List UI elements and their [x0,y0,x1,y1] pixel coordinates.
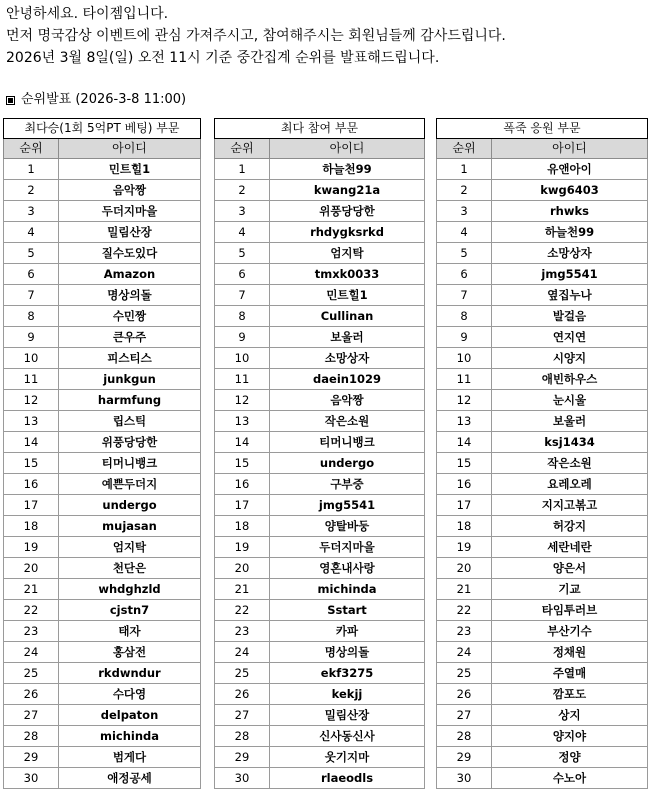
table-fireworks-cheer [436,118,648,789]
table-row [215,558,425,579]
table-row [215,243,425,264]
rank-cell: 4 [437,222,492,243]
rank-cell: 21 [4,579,59,600]
user-id-cell: Amazon [59,264,201,285]
user-id-cell: kwg6403 [492,180,648,201]
rank-cell: 25 [4,663,59,684]
rank-cell: 19 [4,537,59,558]
user-id-cell: 깜포도 [492,684,648,705]
rank-cell: 13 [4,411,59,432]
user-id-cell: ksj1434 [492,432,648,453]
column-header-rank: 순위 [4,139,59,159]
user-id-cell: 두더지마을 [59,201,201,222]
table-row [215,600,425,621]
table-row [4,348,201,369]
table-row [4,495,201,516]
user-id-cell: 신사동신사 [270,726,425,747]
table-row [437,348,648,369]
table-row [437,768,648,789]
rank-cell: 29 [215,747,270,768]
table-row [4,642,201,663]
table-row [4,663,201,684]
rank-cell: 19 [437,537,492,558]
rank-cell: 29 [437,747,492,768]
table-row [437,726,648,747]
user-id-cell: 두더지마을 [270,537,425,558]
table-row [437,600,648,621]
rank-cell: 11 [4,369,59,390]
table-row [215,390,425,411]
table-row [437,621,648,642]
table-row [4,558,201,579]
table-row [215,495,425,516]
user-id-cell: 민트힐1 [59,159,201,180]
rank-cell: 19 [215,537,270,558]
rank-cell: 9 [437,327,492,348]
user-id-cell: 영혼내사랑 [270,558,425,579]
table-row [4,537,201,558]
user-id-cell: kekjj [270,684,425,705]
rank-cell: 18 [4,516,59,537]
rank-cell: 6 [4,264,59,285]
rank-cell: 29 [4,747,59,768]
user-id-cell: 유앤아이 [492,159,648,180]
user-id-cell: 하늘천99 [270,159,425,180]
rank-cell: 30 [215,768,270,789]
rank-cell: 17 [437,495,492,516]
user-id-cell: 정채원 [492,642,648,663]
rank-cell: 27 [215,705,270,726]
user-id-cell: 허강지 [492,516,648,537]
user-id-cell: 홍삼전 [59,642,201,663]
user-id-cell: 세란네란 [492,537,648,558]
user-id-cell: 명상의돌 [270,642,425,663]
intro-line-3: 2026년 3월 8일(일) 오전 11시 기준 중간집계 순위를 발표해드립니다. [6,50,440,66]
intro-line-2: 먼저 명국감상 이벤트에 관심 가져주시고, 참여해주시는 회원님들께 감사드립니다. [6,28,506,44]
table-row [215,453,425,474]
table-row [4,747,201,768]
user-id-cell: 음악짱 [270,390,425,411]
rank-cell: 2 [215,180,270,201]
rank-cell: 21 [215,579,270,600]
table-row [437,159,648,180]
rank-cell: 10 [215,348,270,369]
table-title: 최다승(1회 5억PT 베팅) 부문 [4,119,201,139]
rank-cell: 28 [437,726,492,747]
table-row [215,684,425,705]
table-row [437,558,648,579]
rank-cell: 15 [215,453,270,474]
user-id-cell: 립스틱 [59,411,201,432]
table-row [4,768,201,789]
table-row [437,684,648,705]
table-row [215,327,425,348]
table-row [437,201,648,222]
rank-cell: 9 [4,327,59,348]
table-row [4,390,201,411]
rank-cell: 24 [437,642,492,663]
user-id-cell: 보울러 [270,327,425,348]
user-id-cell: delpaton [59,705,201,726]
rank-cell: 15 [4,453,59,474]
table-row [4,285,201,306]
rank-cell: 7 [437,285,492,306]
rank-cell: 3 [437,201,492,222]
rank-cell: 1 [215,159,270,180]
user-id-cell: 위풍당당한 [59,432,201,453]
user-id-cell: 소망상자 [270,348,425,369]
column-header-id: 아이디 [59,139,201,159]
user-id-cell: Cullinan [270,306,425,327]
user-id-cell: 상지 [492,705,648,726]
table-row [4,264,201,285]
user-id-cell: 애빈하우스 [492,369,648,390]
rank-cell: 24 [4,642,59,663]
rank-cell: 23 [437,621,492,642]
table-row [4,432,201,453]
rank-cell: 14 [4,432,59,453]
table-row [215,264,425,285]
table-row [437,243,648,264]
table-title: 폭죽 응원 부문 [437,119,648,139]
user-id-cell: rhwks [492,201,648,222]
user-id-cell: 범게다 [59,747,201,768]
rank-cell: 16 [4,474,59,495]
column-header-id: 아이디 [492,139,648,159]
rank-cell: 13 [437,411,492,432]
user-id-cell: 질수도있다 [59,243,201,264]
rank-cell: 17 [4,495,59,516]
rank-cell: 15 [437,453,492,474]
user-id-cell: 위풍당당한 [270,201,425,222]
user-id-cell: 웃기지마 [270,747,425,768]
user-id-cell: 양탈바둥 [270,516,425,537]
table-row [4,579,201,600]
rank-cell: 26 [215,684,270,705]
table-row [437,411,648,432]
user-id-cell: jmg5541 [492,264,648,285]
user-id-cell: 부산기수 [492,621,648,642]
user-id-cell: 엄지탁 [270,243,425,264]
rank-cell: 10 [4,348,59,369]
user-id-cell: cjstn7 [59,600,201,621]
table-row [215,285,425,306]
rank-cell: 2 [4,180,59,201]
user-id-cell: michinda [59,726,201,747]
user-id-cell: jmg5541 [270,495,425,516]
user-id-cell: undergo [59,495,201,516]
rank-cell: 26 [437,684,492,705]
table-most-wins [3,118,201,789]
user-id-cell: 지지고볶고 [492,495,648,516]
rank-cell: 20 [215,558,270,579]
user-id-cell: 큰우주 [59,327,201,348]
table-row [4,474,201,495]
user-id-cell: 명상의돌 [59,285,201,306]
rank-cell: 11 [215,369,270,390]
table-row [437,369,648,390]
table-row [4,600,201,621]
rank-cell: 9 [215,327,270,348]
table-row [215,747,425,768]
table-row [437,180,648,201]
user-id-cell: 정양 [492,747,648,768]
user-id-cell: undergo [270,453,425,474]
table-row [437,327,648,348]
user-id-cell: 소망상자 [492,243,648,264]
rank-cell: 28 [215,726,270,747]
rank-cell: 27 [437,705,492,726]
user-id-cell: junkgun [59,369,201,390]
rank-cell: 23 [215,621,270,642]
user-id-cell: 티머니뱅크 [59,453,201,474]
user-id-cell: tmxk0033 [270,264,425,285]
user-id-cell: 카파 [270,621,425,642]
user-id-cell: 발걸음 [492,306,648,327]
table-row [215,642,425,663]
table-row [4,684,201,705]
rank-cell: 26 [4,684,59,705]
user-id-cell: kwang21a [270,180,425,201]
user-id-cell: 옆집누나 [492,285,648,306]
table-row [4,327,201,348]
user-id-cell: mujasan [59,516,201,537]
column-header-id: 아이디 [270,139,425,159]
user-id-cell: daein1029 [270,369,425,390]
user-id-cell: 양지야 [492,726,648,747]
table-row [215,201,425,222]
rank-cell: 13 [215,411,270,432]
table-row [4,726,201,747]
user-id-cell: 티머니뱅크 [270,432,425,453]
table-most-participation [214,118,425,789]
square-bullet-icon [6,96,15,105]
table-row [215,579,425,600]
table-row [437,537,648,558]
column-header-rank: 순위 [437,139,492,159]
user-id-cell: 태자 [59,621,201,642]
table-row [4,201,201,222]
user-id-cell: 시양지 [492,348,648,369]
ranking-heading [6,91,186,109]
user-id-cell: michinda [270,579,425,600]
rank-cell: 20 [437,558,492,579]
table-row [4,516,201,537]
table-row [437,747,648,768]
rank-cell: 6 [437,264,492,285]
table-row [4,453,201,474]
user-id-cell: 피스티스 [59,348,201,369]
rank-cell: 4 [4,222,59,243]
table-row [437,285,648,306]
user-id-cell: 수다영 [59,684,201,705]
table-row [215,474,425,495]
rank-cell: 28 [4,726,59,747]
rank-cell: 30 [4,768,59,789]
rank-cell: 25 [437,663,492,684]
user-id-cell: whdghzld [59,579,201,600]
rank-cell: 4 [215,222,270,243]
table-row [215,621,425,642]
user-id-cell: rkdwndur [59,663,201,684]
table-row [437,705,648,726]
rank-cell: 22 [437,600,492,621]
user-id-cell: 기교 [492,579,648,600]
table-row [437,516,648,537]
rank-cell: 12 [4,390,59,411]
table-row [215,348,425,369]
rank-cell: 6 [215,264,270,285]
user-id-cell: 민트힐1 [270,285,425,306]
table-row [437,264,648,285]
rank-cell: 1 [437,159,492,180]
table-row [4,180,201,201]
user-id-cell: 보울러 [492,411,648,432]
user-id-cell: rlaeodls [270,768,425,789]
rank-cell: 16 [215,474,270,495]
rank-cell: 2 [437,180,492,201]
user-id-cell: 천단은 [59,558,201,579]
table-row [4,243,201,264]
rank-cell: 1 [4,159,59,180]
rank-cell: 7 [215,285,270,306]
table-row [437,642,648,663]
user-id-cell: rhdygksrkd [270,222,425,243]
rank-cell: 27 [4,705,59,726]
table-row [215,369,425,390]
intro-line-1: 안녕하세요. 타이젬입니다. [6,6,169,22]
rank-cell: 3 [4,201,59,222]
table-row [215,516,425,537]
table-row [4,705,201,726]
user-id-cell: 타임투러브 [492,600,648,621]
user-id-cell: Sstart [270,600,425,621]
rank-cell: 5 [4,243,59,264]
user-id-cell: 밀림산장 [270,705,425,726]
table-row [4,621,201,642]
table-row [437,579,648,600]
table-row [215,768,425,789]
ranking-heading-label: 순위발표 (2026-3-8 11:00) [21,92,187,107]
rank-cell: 12 [215,390,270,411]
user-id-cell: 수노아 [492,768,648,789]
table-row [437,306,648,327]
table-row [215,432,425,453]
rank-cell: 5 [215,243,270,264]
rank-cell: 21 [437,579,492,600]
table-row [215,411,425,432]
table-title: 최다 참여 부문 [215,119,425,139]
user-id-cell: 주열매 [492,663,648,684]
user-id-cell: 눈시울 [492,390,648,411]
user-id-cell: 엄지탁 [59,537,201,558]
table-row [215,537,425,558]
user-id-cell: 밀림산장 [59,222,201,243]
table-row [215,180,425,201]
user-id-cell: 음악짱 [59,180,201,201]
table-row [4,159,201,180]
rank-cell: 25 [215,663,270,684]
table-row [215,705,425,726]
user-id-cell: 애정공세 [59,768,201,789]
user-id-cell: 양은서 [492,558,648,579]
user-id-cell: 연지연 [492,327,648,348]
rank-cell: 5 [437,243,492,264]
rank-cell: 18 [215,516,270,537]
rank-cell: 20 [4,558,59,579]
user-id-cell: 작은소원 [492,453,648,474]
rank-cell: 14 [437,432,492,453]
table-row [215,222,425,243]
table-row [215,663,425,684]
rank-cell: 10 [437,348,492,369]
table-row [215,726,425,747]
table-row [437,432,648,453]
user-id-cell: 구부중 [270,474,425,495]
rank-cell: 18 [437,516,492,537]
table-row [4,411,201,432]
user-id-cell: 작은소원 [270,411,425,432]
rank-cell: 17 [215,495,270,516]
rank-cell: 30 [437,768,492,789]
user-id-cell: 요레오레 [492,474,648,495]
column-header-rank: 순위 [215,139,270,159]
rank-cell: 24 [215,642,270,663]
rank-cell: 8 [4,306,59,327]
table-row [4,306,201,327]
rank-cell: 8 [215,306,270,327]
rank-cell: 12 [437,390,492,411]
rank-cell: 3 [215,201,270,222]
rank-cell: 23 [4,621,59,642]
user-id-cell: 수민짱 [59,306,201,327]
user-id-cell: 하늘천99 [492,222,648,243]
table-row [437,222,648,243]
rank-cell: 14 [215,432,270,453]
user-id-cell: harmfung [59,390,201,411]
rank-cell: 7 [4,285,59,306]
intro-text [6,3,646,69]
table-row [437,663,648,684]
table-row [437,495,648,516]
rank-cell: 8 [437,306,492,327]
table-row [4,222,201,243]
user-id-cell: ekf3275 [270,663,425,684]
table-row [437,474,648,495]
table-row [437,453,648,474]
rank-cell: 11 [437,369,492,390]
rank-cell: 22 [4,600,59,621]
user-id-cell: 예쁜두더지 [59,474,201,495]
rank-cell: 16 [437,474,492,495]
table-row [215,159,425,180]
rank-cell: 22 [215,600,270,621]
table-row [437,390,648,411]
table-row [215,306,425,327]
table-row [4,369,201,390]
